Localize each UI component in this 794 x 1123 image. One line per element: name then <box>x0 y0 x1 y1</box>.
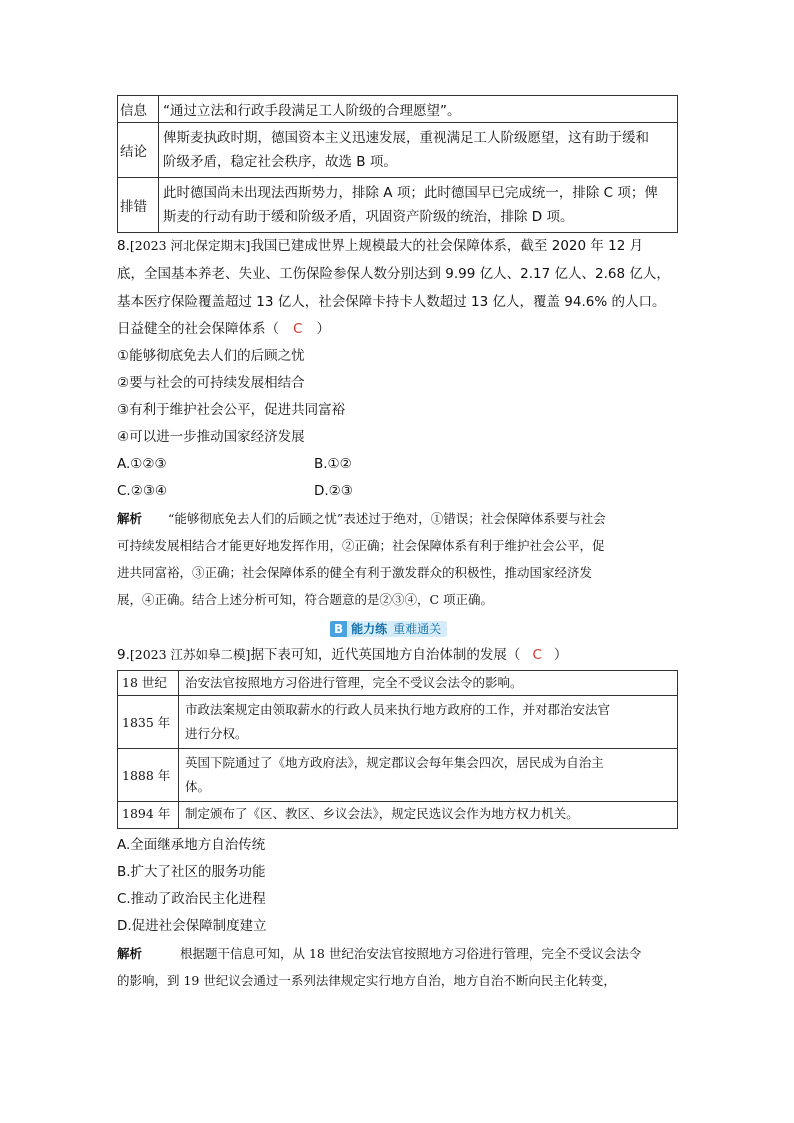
q8-explain-line: 可持续发展相结合才能更好地发挥作用，②正确；社会保障体系有利于维护社会公平，促 <box>117 538 605 553</box>
q9-stem: 9.[2023 江苏如皋二模]据下表可知，近代英国地方自治体制的发展（ C ） <box>117 647 568 663</box>
q8-source: [2023 河北保定期末] <box>129 238 251 253</box>
year-cell: 18 世纪 <box>118 671 179 696</box>
q9-explain-line: 的影响，到 19 世纪议会通过一系列法律规定实行地方自治，地方自治不断向民主化转变， <box>117 973 616 988</box>
row-label: 排错 <box>118 178 159 233</box>
section-tag <box>330 621 447 637</box>
table-row <box>118 802 678 829</box>
desc-text: 英国下院通过了《地方政府法》，规定郡议会每年集会四次，居民成为自治主 <box>185 755 604 770</box>
section-letter: B <box>330 621 347 637</box>
q8-line-1: 8.[2023 河北保定期末]我国已建成世界上规模最大的社会保障体系，截至 2020 年 12 月 <box>117 238 644 254</box>
q8-option-c: C.②③④ <box>117 483 168 499</box>
q9-option-a: A.全面继承地方自治传统 <box>117 837 266 853</box>
q9-answer: C <box>532 647 542 663</box>
year-cell: 1835 年 <box>118 696 179 749</box>
section-subtitle: 重难通关 <box>391 621 447 637</box>
q8-explain-line: “能够彻底免去人们的后顾之忧”表述过于绝对，①错误；社会保障体系要与社会 <box>168 511 606 526</box>
q8-answer: C <box>293 321 303 337</box>
q9-explain-label: 解析 <box>117 946 143 961</box>
table-row <box>118 96 678 123</box>
row-label: 信息 <box>118 96 159 123</box>
row-label: 结论 <box>118 123 159 178</box>
row-text: 此时德国尚未出现法西斯势力，排除 A 项；此时德国早已完成统一，排除 C 项；俾 <box>163 185 658 201</box>
q8-line-3: 基本医疗保险覆盖超过 13 亿人，社会保障卡持卡人数超过 13 亿人，覆盖 94.6% 的人口。 <box>117 294 666 310</box>
year-cell: 1894 年 <box>118 802 179 829</box>
q8-explain-label: 解析 <box>117 511 143 526</box>
row-text: “通过立法和行政手段满足工人阶级的合理愿望”。 <box>163 103 461 119</box>
q8-option-a: A.①②③ <box>117 456 167 472</box>
year-cell: 1888 年 <box>118 749 179 802</box>
q8-item: ①能够彻底免去人们的后顾之忧 <box>117 348 305 364</box>
q9-explain-line: 根据题干信息可知，从 18 世纪治安法官按照地方习俗进行管理，完全不受议会法令 <box>180 946 642 961</box>
q8-item: ③有利于维护社会公平，促进共同富裕 <box>117 402 346 418</box>
table-row <box>118 123 678 178</box>
q8-option-b: B.①② <box>314 456 352 472</box>
row-text: 斯麦的行动有助于缓和阶级矛盾，巩固资产阶级的统治，排除 D 项。 <box>163 209 574 225</box>
history-table <box>117 670 678 829</box>
q8-explain-line: 进共同富裕，③正确；社会保障体系的健全有利于激发群众的积极性，推动国家经济发 <box>117 565 593 580</box>
q8-option-d: D.②③ <box>314 483 353 499</box>
q9-option-b: B.扩大了社区的服务功能 <box>117 864 266 880</box>
desc-text: 进行分权。 <box>185 726 248 741</box>
q9-source: [2023 江苏如皋二模] <box>129 647 251 662</box>
desc-text: 体。 <box>185 779 211 794</box>
section-title: 能力练 <box>347 621 391 637</box>
table-row <box>118 696 678 749</box>
analysis-table <box>117 95 678 233</box>
q8-line-4: 日益健全的社会保障体系（ C ） <box>117 321 330 337</box>
q9-option-d: D.促进社会保障制度建立 <box>117 918 267 934</box>
q8-explain-line: 展，④正确。结合上述分析可知，符合题意的是②③④，C 项正确。 <box>117 592 494 607</box>
row-text: 俾斯麦执政时期，德国资本主义迅速发展，重视满足工人阶级愿望，这有助于缓和 <box>163 130 649 146</box>
q9-option-c: C.推动了政治民主化进程 <box>117 891 266 907</box>
desc-text: 市政法案规定由领取薪水的行政人员来执行地方政府的工作，并对郡治安法官 <box>185 702 611 717</box>
desc-text: 治安法官按照地方习俗进行管理，完全不受议会法令的影响。 <box>185 675 523 690</box>
table-row <box>118 178 678 233</box>
desc-text: 制定颁布了《区、教区、乡议会法》，规定民选议会作为地方权力机关。 <box>185 806 579 821</box>
table-row <box>118 671 678 696</box>
q8-item: ④可以进一步推动国家经济发展 <box>117 429 305 445</box>
row-text: 阶级矛盾，稳定社会秩序，故选 B 项。 <box>163 154 397 170</box>
q8-item: ②要与社会的可持续发展相结合 <box>117 375 305 391</box>
table-row <box>118 749 678 802</box>
q8-line-2: 底，全国基本养老、失业、工伤保险参保人数分别达到 9.99 亿人、2.17 亿人、2.68 亿人， <box>117 266 670 282</box>
